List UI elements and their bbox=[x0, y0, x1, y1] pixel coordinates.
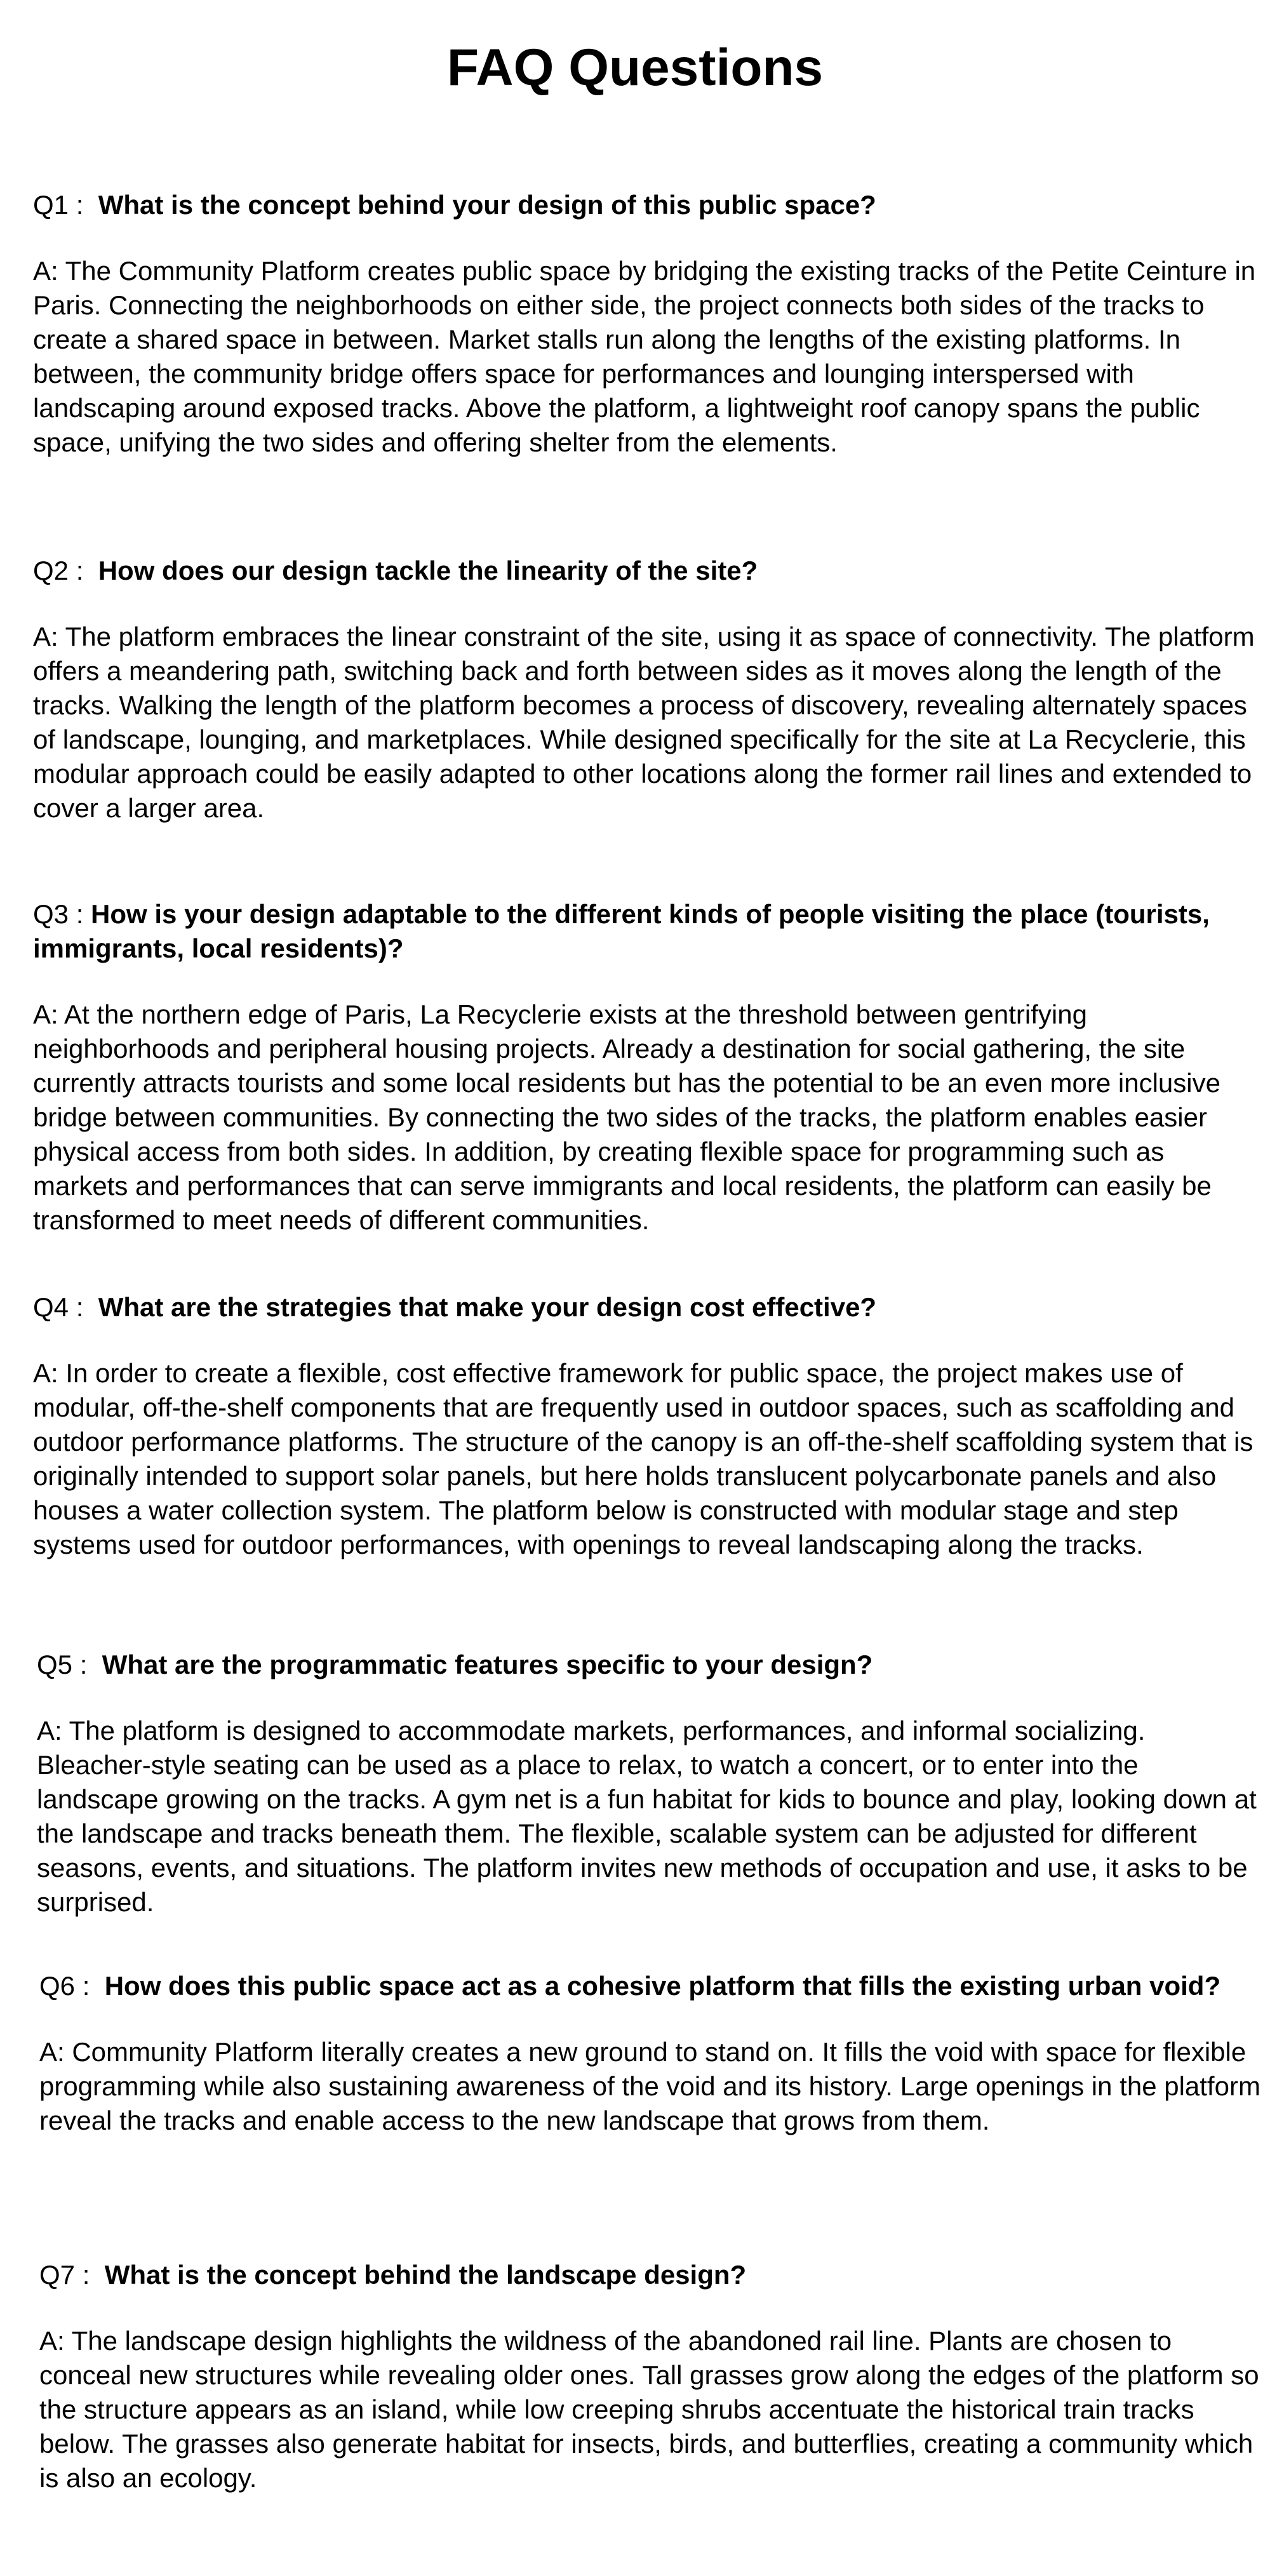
question-number: Q2 : bbox=[33, 556, 84, 585]
faq-item-7 bbox=[39, 2258, 1265, 2495]
question-text: What is the concept behind the landscape design? bbox=[104, 2260, 747, 2290]
question-text: How does our design tackle the linearity of the site? bbox=[98, 556, 758, 585]
faq-item-1 bbox=[33, 188, 1259, 460]
faq-item-6 bbox=[39, 1969, 1265, 2138]
answer-3: A: At the northern edge of Paris, La Recyclerie exists at the threshold between gentrifying neighborhoods and peripheral housing projects. Already a destination for social gathering, the site currently attracts tourists and some local residents but has the potential to be an even more inclusive bridge between communities. By connecting the two sides of the tracks, the platform enables easier physical access from both sides. In addition, by creating flexible space for programming such as markets and performances that can serve immigrants and local residents, the platform can easily be transformed to meet needs of different communities. bbox=[33, 999, 1220, 1235]
question-6 bbox=[39, 1969, 1265, 2003]
question-text: How is your design adaptable to the different kinds of people visiting the place (tourists, immigrants, local residents)? bbox=[33, 899, 1210, 963]
page-title: FAQ Questions bbox=[446, 39, 824, 97]
question-4 bbox=[33, 1290, 1259, 1325]
answer-7: A: The landscape design highlights the wildness of the abandoned rail line. Plants are chosen to conceal new structures while revealing older ones. Tall grasses grow along the edges of the platform so the structure appears as an island, while low creeping shrubs accentuate the historical train tracks below. The grasses also generate habitat for insects, birds, and butterflies, creating a community which is also an ecology. bbox=[39, 2326, 1259, 2493]
question-text: What are the strategies that make your design cost effective? bbox=[98, 1292, 877, 1322]
question-number: Q3 : bbox=[33, 899, 84, 929]
question-7 bbox=[39, 2258, 1265, 2292]
answer-5: A: The platform is designed to accommodate markets, performances, and informal socializing. Bleacher-style seating can be used as a place to relax, to watch a concert, or to enter into the landscape growing on the tracks. A gym net is a fun habitat for kids to bounce and play, looking down at the landscape and tracks beneath them. The flexible, scalable system can be adjusted for different seasons, events, and situations. The platform invites new methods of occupation and use, it asks to be surprised. bbox=[37, 1716, 1257, 1917]
question-3 bbox=[33, 897, 1259, 966]
answer-1: A: The Community Platform creates public space by bridging the existing tracks of the Petite Ceinture in Paris. Connecting the neighborhoods on either side, the project connects both sides of the tracks to create a shared space in between. Market stalls run along the lengths of the existing platforms. In between, the community bridge offers space for performances and lounging interspersed with landscaping around exposed tracks. Above the platform, a lightweight roof canopy spans the public space, unifying the two sides and offering shelter from the elements. bbox=[33, 256, 1256, 457]
question-5 bbox=[37, 1648, 1262, 1682]
question-number: Q7 : bbox=[39, 2260, 90, 2290]
faq-item-5 bbox=[37, 1648, 1262, 1919]
answer-6: A: Community Platform literally creates a new ground to stand on. It fills the void with space for flexible programming while also sustaining awareness of the void and its history. Large openings in the platform reveal the tracks and enable access to the new landscape that grows from them. bbox=[39, 2037, 1260, 2135]
question-text: What are the programmatic features specific to your design? bbox=[102, 1650, 873, 1679]
faq-item-2 bbox=[33, 554, 1259, 825]
answer-2: A: The platform embraces the linear constraint of the site, using it as space of connectivity. The platform offers a meandering path, switching back and forth between sides as it moves along the length of the tracks. Walking the length of the platform becomes a process of discovery, revealing alternately spaces of landscape, lounging, and marketplaces. While designed specifically for the site at La Recyclerie, this modular approach could be easily adapted to other locations along the former rail lines and extended to cover a larger area. bbox=[33, 622, 1255, 823]
question-number: Q1 : bbox=[33, 190, 84, 220]
faq-item-3 bbox=[33, 897, 1259, 1238]
answer-4: A: In order to create a flexible, cost effective framework for public space, the project makes use of modular, off-the-shelf components that are frequently used in outdoor spaces, such as scaffolding and outdoor performance platforms. The structure of the canopy is an off-the-shelf scaffolding system that is originally intended to support solar panels, but here holds translucent polycarbonate panels and also houses a water collection system. The platform below is constructed with modular stage and step systems used for outdoor performances, with openings to reveal landscaping along the tracks. bbox=[33, 1358, 1253, 1559]
question-number: Q5 : bbox=[37, 1650, 88, 1679]
faq-item-4 bbox=[33, 1290, 1259, 1562]
question-2 bbox=[33, 554, 1259, 588]
question-1 bbox=[33, 188, 1259, 222]
question-text: How does this public space act as a cohesive platform that fills the existing urban void? bbox=[104, 1971, 1221, 2001]
question-number: Q4 : bbox=[33, 1292, 84, 1322]
question-text: What is the concept behind your design of this public space? bbox=[98, 190, 876, 220]
question-number: Q6 : bbox=[39, 1971, 90, 2001]
